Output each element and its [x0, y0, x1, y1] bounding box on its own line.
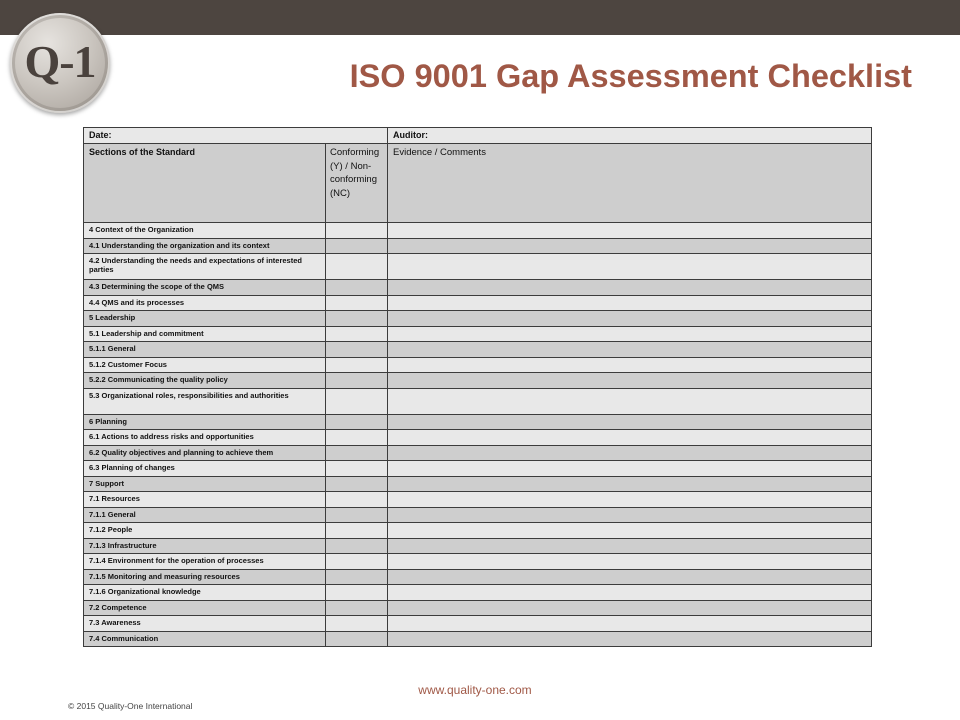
section-cell: 7.1.6 Organizational knowledge	[84, 585, 326, 601]
website-link[interactable]: www.quality-one.com	[418, 683, 532, 697]
evidence-cell[interactable]	[388, 373, 872, 389]
evidence-cell[interactable]	[388, 326, 872, 342]
auditor-field[interactable]	[388, 128, 872, 144]
conforming-cell[interactable]	[326, 430, 388, 446]
checklist-row	[84, 388, 872, 414]
section-cell: 5.3 Organizational roles, responsibilities and authorities	[84, 388, 326, 414]
evidence-cell[interactable]	[388, 461, 872, 477]
section-cell: 7 Support	[84, 476, 326, 492]
conforming-cell[interactable]	[326, 523, 388, 539]
section-cell: 7.4 Communication	[84, 631, 326, 647]
checklist-row	[84, 254, 872, 280]
evidence-cell[interactable]	[388, 616, 872, 632]
conforming-cell[interactable]	[326, 585, 388, 601]
section-cell: 5.1.1 General	[84, 342, 326, 358]
logo-text: Q-1	[24, 36, 96, 87]
checklist-row	[84, 523, 872, 539]
column-header-conforming: Conforming (Y) / Non-conforming (NC)	[326, 144, 388, 223]
section-cell: 7.1.5 Monitoring and measuring resources	[84, 569, 326, 585]
quality-one-logo	[10, 13, 110, 113]
conforming-cell[interactable]	[326, 492, 388, 508]
conforming-cell[interactable]	[326, 414, 388, 430]
conforming-cell[interactable]	[326, 461, 388, 477]
checklist-row	[84, 414, 872, 430]
evidence-cell[interactable]	[388, 585, 872, 601]
evidence-cell[interactable]	[388, 476, 872, 492]
conforming-cell[interactable]	[326, 445, 388, 461]
conforming-cell[interactable]	[326, 238, 388, 254]
conforming-cell[interactable]	[326, 388, 388, 414]
evidence-cell[interactable]	[388, 342, 872, 358]
conforming-cell[interactable]	[326, 631, 388, 647]
conforming-cell[interactable]	[326, 280, 388, 296]
evidence-cell[interactable]	[388, 254, 872, 280]
section-cell: 4 Context of the Organization	[84, 223, 326, 239]
section-cell: 4.3 Determining the scope of the QMS	[84, 280, 326, 296]
evidence-cell[interactable]	[388, 631, 872, 647]
checklist-row	[84, 445, 872, 461]
top-banner	[0, 0, 960, 35]
evidence-cell[interactable]	[388, 430, 872, 446]
checklist-row	[84, 538, 872, 554]
checklist-row	[84, 295, 872, 311]
column-header-sections: Sections of the Standard	[84, 144, 326, 223]
evidence-cell[interactable]	[388, 414, 872, 430]
page-title: ISO 9001 Gap Assessment Checklist	[349, 58, 912, 94]
section-cell: 4.1 Understanding the organization and its context	[84, 238, 326, 254]
checklist-row	[84, 492, 872, 508]
date-label: Date:	[89, 130, 112, 140]
conforming-cell[interactable]	[326, 342, 388, 358]
date-auditor-row	[84, 128, 872, 144]
evidence-cell[interactable]	[388, 569, 872, 585]
conforming-cell[interactable]	[326, 476, 388, 492]
column-header-row	[84, 144, 872, 223]
conforming-cell[interactable]	[326, 357, 388, 373]
section-cell: 7.1.4 Environment for the operation of processes	[84, 554, 326, 570]
conforming-cell[interactable]	[326, 554, 388, 570]
checklist-row	[84, 585, 872, 601]
conforming-cell[interactable]	[326, 311, 388, 327]
checklist-row	[84, 238, 872, 254]
checklist-row	[84, 600, 872, 616]
checklist-row	[84, 616, 872, 632]
section-cell: 5.1.2 Customer Focus	[84, 357, 326, 373]
section-cell: 7.1.3 Infrastructure	[84, 538, 326, 554]
evidence-cell[interactable]	[388, 388, 872, 414]
checklist-row	[84, 430, 872, 446]
checklist-row	[84, 357, 872, 373]
conforming-cell[interactable]	[326, 326, 388, 342]
section-cell: 5 Leadership	[84, 311, 326, 327]
conforming-cell[interactable]	[326, 507, 388, 523]
date-field[interactable]	[84, 128, 388, 144]
checklist-body	[84, 223, 872, 647]
conforming-cell[interactable]	[326, 616, 388, 632]
checklist-row	[84, 326, 872, 342]
section-cell: 6.2 Quality objectives and planning to achieve them	[84, 445, 326, 461]
section-cell: 4.4 QMS and its processes	[84, 295, 326, 311]
checklist-row	[84, 569, 872, 585]
section-cell: 6.3 Planning of changes	[84, 461, 326, 477]
conforming-cell[interactable]	[326, 295, 388, 311]
evidence-cell[interactable]	[388, 445, 872, 461]
section-cell: 6.1 Actions to address risks and opportunities	[84, 430, 326, 446]
checklist-row	[84, 507, 872, 523]
column-header-evidence: Evidence / Comments	[388, 144, 872, 223]
section-cell: 5.1 Leadership and commitment	[84, 326, 326, 342]
evidence-cell[interactable]	[388, 600, 872, 616]
evidence-cell[interactable]	[388, 238, 872, 254]
evidence-cell[interactable]	[388, 223, 872, 239]
conforming-cell[interactable]	[326, 373, 388, 389]
checklist-row	[84, 373, 872, 389]
section-cell: 4.2 Understanding the needs and expectations of interested parties	[84, 254, 326, 280]
section-cell: 7.3 Awareness	[84, 616, 326, 632]
section-cell: 7.1.1 General	[84, 507, 326, 523]
conforming-cell[interactable]	[326, 223, 388, 239]
checklist-row	[84, 461, 872, 477]
conforming-cell[interactable]	[326, 600, 388, 616]
copyright-notice: © 2015 Quality-One International	[68, 701, 193, 711]
evidence-cell[interactable]	[388, 295, 872, 311]
conforming-cell[interactable]	[326, 538, 388, 554]
section-cell: 5.2.2 Communicating the quality policy	[84, 373, 326, 389]
checklist-row	[84, 342, 872, 358]
checklist-row	[84, 311, 872, 327]
auditor-label: Auditor:	[393, 130, 429, 140]
checklist-row	[84, 280, 872, 296]
conforming-cell[interactable]	[326, 569, 388, 585]
checklist-row	[84, 554, 872, 570]
conforming-cell[interactable]	[326, 254, 388, 280]
checklist-row	[84, 476, 872, 492]
evidence-cell[interactable]	[388, 280, 872, 296]
checklist-row	[84, 631, 872, 647]
section-cell: 7.1 Resources	[84, 492, 326, 508]
gap-assessment-table	[83, 127, 872, 647]
section-cell: 7.1.2 People	[84, 523, 326, 539]
evidence-cell[interactable]	[388, 523, 872, 539]
checklist-row	[84, 223, 872, 239]
evidence-cell[interactable]	[388, 492, 872, 508]
evidence-cell[interactable]	[388, 554, 872, 570]
section-cell: 7.2 Competence	[84, 600, 326, 616]
evidence-cell[interactable]	[388, 357, 872, 373]
evidence-cell[interactable]	[388, 538, 872, 554]
evidence-cell[interactable]	[388, 507, 872, 523]
evidence-cell[interactable]	[388, 311, 872, 327]
section-cell: 6 Planning	[84, 414, 326, 430]
